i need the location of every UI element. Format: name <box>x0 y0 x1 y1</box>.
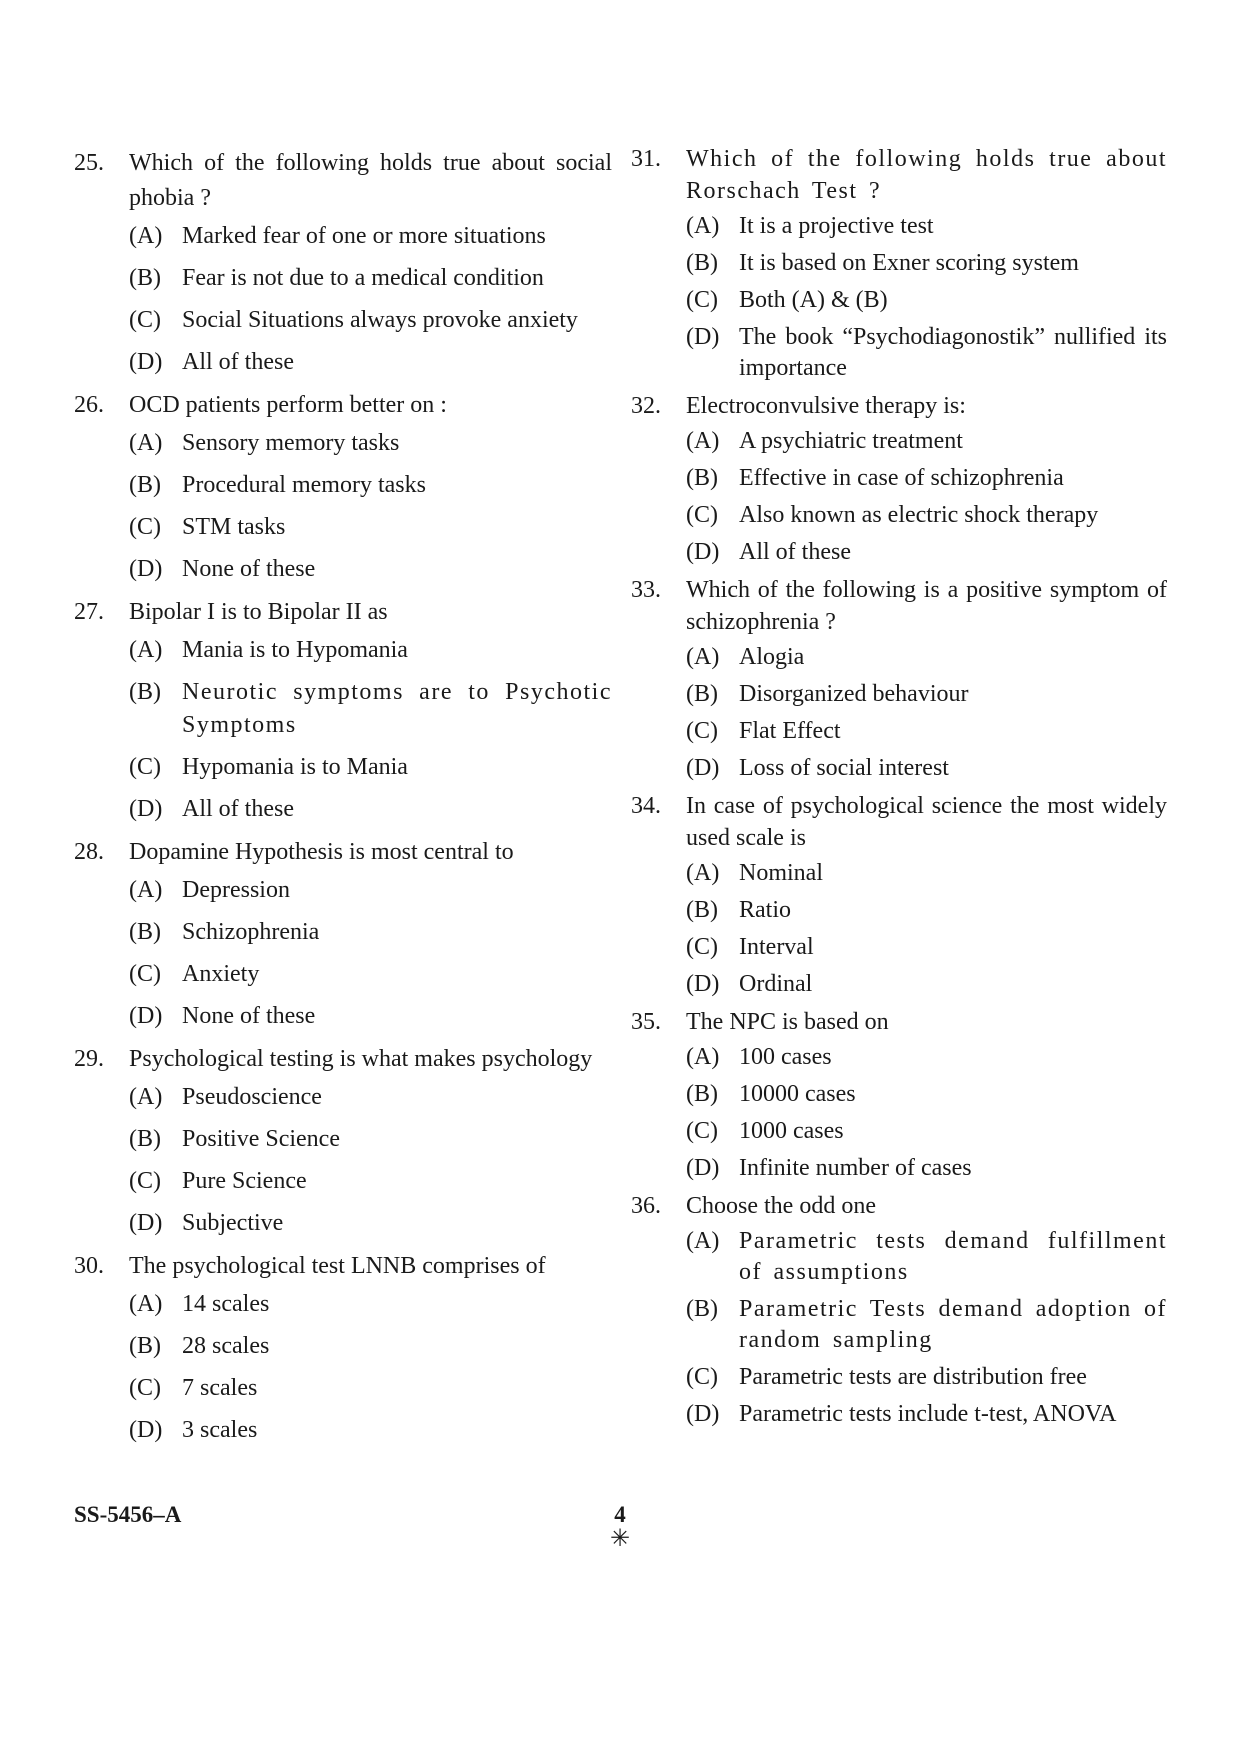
question-stem <box>631 1190 1167 1222</box>
option-letter: (C) <box>129 307 161 333</box>
option-d <box>129 1207 612 1240</box>
option-letter: (C) <box>129 514 161 540</box>
option-b <box>686 1294 1167 1356</box>
question-text: Which of the following holds true about social phobia ? <box>129 150 612 211</box>
option-a <box>129 634 612 667</box>
option-letter: (D) <box>686 1155 720 1181</box>
option-text: 14 scales <box>182 1291 270 1317</box>
option-letter: (B) <box>686 681 718 707</box>
option-letter: (A) <box>686 213 720 239</box>
question-text: Bipolar I is to Bipolar II as <box>129 599 388 625</box>
option-c <box>129 511 612 544</box>
option-text: Infinite number of cases <box>739 1155 972 1181</box>
option-letter: (B) <box>686 465 718 491</box>
option-letter: (D) <box>129 1210 163 1236</box>
option-letter: (A) <box>686 644 720 670</box>
option-text: None of these <box>182 1003 316 1029</box>
option-b <box>686 1079 1167 1110</box>
option-letter: (B) <box>686 250 718 276</box>
option-text: Positive Science <box>182 1126 340 1152</box>
question-number: 35. <box>631 1009 661 1035</box>
option-text: Parametric tests include t-test, ANOVA <box>739 1401 1117 1427</box>
option-text: The book “Psychodiagonostik” nullified its importance <box>739 324 1167 381</box>
question-text: Electroconvulsive therapy is: <box>686 393 966 419</box>
option-c <box>686 1362 1167 1393</box>
option-letter: (D) <box>129 796 163 822</box>
option-a <box>686 858 1167 889</box>
question-stem <box>631 790 1167 854</box>
option-letter: (A) <box>686 1228 720 1254</box>
option-text: Effective in case of schizophrenia <box>739 465 1064 491</box>
option-letter: (D) <box>686 755 720 781</box>
option-b <box>686 248 1167 279</box>
asterisk-icon: ✳ <box>609 1526 631 1552</box>
option-text: All of these <box>739 539 851 565</box>
option-letter: (C) <box>129 1168 161 1194</box>
option-text: It is a projective test <box>739 213 934 239</box>
option-c <box>129 958 612 991</box>
option-text: Schizophrenia <box>182 919 320 945</box>
option-letter: (A) <box>129 637 163 663</box>
option-text: Hypomania is to Mania <box>182 754 408 780</box>
question-text: Choose the odd one <box>686 1193 876 1219</box>
option-text: Sensory memory tasks <box>182 430 400 456</box>
option-text: Alogia <box>739 644 805 670</box>
option-text: Parametric tests demand fulfillment of assumptions <box>739 1228 1167 1285</box>
option-d <box>129 1000 612 1033</box>
option-letter: (B) <box>129 265 161 291</box>
question-28 <box>74 835 612 1033</box>
question-number: 26. <box>74 392 104 418</box>
option-text: Depression <box>182 877 290 903</box>
option-c <box>129 1165 612 1198</box>
option-text: 100 cases <box>739 1044 832 1070</box>
option-letter: (B) <box>686 897 718 923</box>
question-29 <box>74 1042 612 1240</box>
option-text: Ordinal <box>739 971 813 997</box>
question-text: Which of the following holds true about Rorschach Test ? <box>686 146 1167 204</box>
question-35 <box>631 1006 1167 1184</box>
option-text: All of these <box>182 349 294 375</box>
question-25 <box>74 146 612 379</box>
option-d <box>129 346 612 379</box>
option-b <box>129 262 612 295</box>
option-text: Neurotic symptoms are to Psychotic Symptoms <box>182 679 612 738</box>
option-letter: (B) <box>129 472 161 498</box>
option-a <box>129 427 612 460</box>
option-letter: (B) <box>686 1296 718 1322</box>
option-letter: (D) <box>129 349 163 375</box>
question-stem <box>631 1006 1167 1038</box>
option-letter: (C) <box>686 718 718 744</box>
option-text: Ratio <box>739 897 791 923</box>
option-text: Pseudoscience <box>182 1084 322 1110</box>
question-number: 31. <box>631 146 661 172</box>
option-text: 10000 cases <box>739 1081 856 1107</box>
option-letter: (C) <box>686 287 718 313</box>
right-question-column <box>631 143 1167 1436</box>
question-34 <box>631 790 1167 1000</box>
option-text: 7 scales <box>182 1375 258 1401</box>
option-text: Mania is to Hypomania <box>182 637 408 663</box>
question-number: 29. <box>74 1046 104 1072</box>
question-text: In case of psychological science the most widely used scale is <box>686 793 1167 851</box>
option-text: Interval <box>739 934 814 960</box>
option-c <box>686 716 1167 747</box>
question-text: Dopamine Hypothesis is most central to <box>129 839 514 865</box>
option-d <box>129 553 612 586</box>
option-text: It is based on Exner scoring system <box>739 250 1079 276</box>
question-text: Psychological testing is what makes psychology <box>129 1046 593 1072</box>
option-d <box>129 793 612 826</box>
option-letter: (C) <box>129 754 161 780</box>
left-question-column <box>74 146 612 1456</box>
option-letter: (A) <box>129 1084 163 1110</box>
option-b <box>686 679 1167 710</box>
page-number: 4 <box>614 1502 626 1527</box>
question-number: 32. <box>631 393 661 419</box>
option-c <box>686 1116 1167 1147</box>
question-31 <box>631 143 1167 384</box>
option-letter: (A) <box>129 1291 163 1317</box>
option-text: A psychiatric treatment <box>739 428 963 454</box>
question-stem <box>74 1042 612 1077</box>
option-letter: (D) <box>686 1401 720 1427</box>
option-letter: (C) <box>686 1364 718 1390</box>
option-letter: (A) <box>129 877 163 903</box>
question-27 <box>74 595 612 826</box>
option-a <box>686 1226 1167 1288</box>
option-a <box>686 426 1167 457</box>
option-a <box>686 1042 1167 1073</box>
option-b <box>129 1330 612 1363</box>
question-number: 36. <box>631 1193 661 1219</box>
option-letter: (D) <box>129 1003 163 1029</box>
option-d <box>686 969 1167 1000</box>
option-letter: (A) <box>686 428 720 454</box>
question-text: The psychological test LNNB comprises of <box>129 1253 546 1279</box>
option-text: STM tasks <box>182 514 286 540</box>
question-26 <box>74 388 612 586</box>
option-text: Anxiety <box>182 961 260 987</box>
option-text: None of these <box>182 556 316 582</box>
option-text: Subjective <box>182 1210 284 1236</box>
option-letter: (B) <box>686 1081 718 1107</box>
question-stem <box>74 595 612 630</box>
option-b <box>129 1123 612 1156</box>
question-stem <box>74 146 612 216</box>
question-32 <box>631 390 1167 568</box>
question-text: Which of the following is a positive symptom of schizophrenia ? <box>686 577 1167 635</box>
option-letter: (D) <box>686 539 720 565</box>
question-number: 28. <box>74 839 104 865</box>
question-33 <box>631 574 1167 784</box>
option-letter: (B) <box>129 1126 161 1152</box>
option-a <box>129 220 612 253</box>
option-letter: (A) <box>129 223 163 249</box>
option-text: Loss of social interest <box>739 755 949 781</box>
option-text: Flat Effect <box>739 718 841 744</box>
question-text: The NPC is based on <box>686 1009 889 1035</box>
option-letter: (D) <box>686 971 720 997</box>
option-text: 28 scales <box>182 1333 270 1359</box>
option-text: All of these <box>182 796 294 822</box>
question-number: 27. <box>74 599 104 625</box>
option-letter: (A) <box>686 860 720 886</box>
option-d <box>686 753 1167 784</box>
question-stem <box>631 574 1167 638</box>
question-number: 34. <box>631 793 661 819</box>
option-letter: (D) <box>129 556 163 582</box>
option-letter: (C) <box>686 502 718 528</box>
option-letter: (C) <box>129 1375 161 1401</box>
option-a <box>129 1288 612 1321</box>
option-text: 1000 cases <box>739 1118 844 1144</box>
option-a <box>129 1081 612 1114</box>
option-a <box>129 874 612 907</box>
option-c <box>686 500 1167 531</box>
option-letter: (D) <box>686 324 720 350</box>
question-stem <box>74 388 612 423</box>
option-letter: (B) <box>129 1333 161 1359</box>
option-a <box>686 211 1167 242</box>
paper-code: SS-5456–A <box>74 1502 182 1527</box>
option-c <box>129 304 612 337</box>
option-text: Marked fear of one or more situations <box>182 223 546 249</box>
option-c <box>686 285 1167 316</box>
option-c <box>129 751 612 784</box>
option-c <box>129 1372 612 1405</box>
question-stem <box>74 835 612 870</box>
option-b <box>129 916 612 949</box>
question-stem <box>631 143 1167 207</box>
option-text: Fear is not due to a medical condition <box>182 265 544 291</box>
option-b <box>686 895 1167 926</box>
option-letter: (A) <box>129 430 163 456</box>
question-number: 25. <box>74 150 104 176</box>
option-letter: (C) <box>686 934 718 960</box>
option-letter: (C) <box>686 1118 718 1144</box>
option-d <box>686 537 1167 568</box>
option-letter: (A) <box>686 1044 720 1070</box>
question-stem <box>74 1249 612 1284</box>
option-b <box>129 469 612 502</box>
option-d <box>686 1399 1167 1430</box>
option-text: Pure Science <box>182 1168 307 1194</box>
question-stem <box>631 390 1167 422</box>
option-d <box>686 322 1167 384</box>
option-c <box>686 932 1167 963</box>
option-text: Both (A) & (B) <box>739 287 888 313</box>
option-d <box>129 1414 612 1447</box>
question-36 <box>631 1190 1167 1430</box>
option-text: Parametric Tests demand adoption of random sampling <box>739 1296 1167 1353</box>
option-text: Also known as electric shock therapy <box>739 502 1099 528</box>
option-d <box>686 1153 1167 1184</box>
option-letter: (B) <box>129 919 161 945</box>
option-text: Parametric tests are distribution free <box>739 1364 1087 1390</box>
option-text: Procedural memory tasks <box>182 472 426 498</box>
option-text: Disorganized behaviour <box>739 681 969 707</box>
option-letter: (D) <box>129 1417 163 1443</box>
option-text: Nominal <box>739 860 823 886</box>
option-text: Social Situations always provoke anxiety <box>182 307 578 333</box>
question-number: 30. <box>74 1253 104 1279</box>
option-letter: (B) <box>129 679 161 705</box>
question-number: 33. <box>631 577 661 603</box>
option-letter: (C) <box>129 961 161 987</box>
option-b <box>129 676 612 742</box>
option-a <box>686 642 1167 673</box>
option-b <box>686 463 1167 494</box>
option-text: 3 scales <box>182 1417 258 1443</box>
question-30 <box>74 1249 612 1447</box>
question-text: OCD patients perform better on : <box>129 392 447 418</box>
